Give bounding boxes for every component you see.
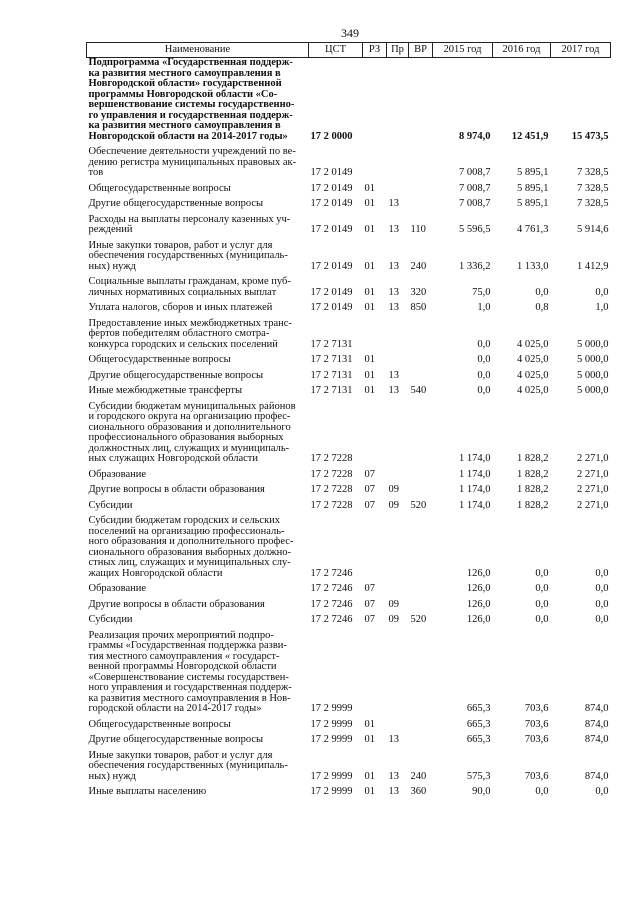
row-vr-code: 320 — [410, 286, 427, 298]
row-value-2017: 874,0 — [584, 734, 609, 745]
row-value-2016: 4 025,0 — [517, 385, 549, 396]
row-vr-code — [409, 516, 433, 584]
page-number: 349 — [341, 26, 359, 40]
table-row — [87, 615, 611, 631]
table-row — [87, 147, 611, 184]
table-row — [87, 303, 611, 319]
row-value-2016: 4 761,3 — [517, 224, 549, 235]
row-value-2017: 0,0 — [595, 786, 609, 797]
row-rz-code: 01 — [364, 718, 375, 730]
row-value-2015: 126,0 — [466, 567, 491, 579]
table-row — [87, 735, 611, 751]
row-name: Другие вопросы в области образования — [88, 598, 265, 610]
row-rz-code: 07 — [364, 614, 375, 625]
row-name: Реализация прочих мероприятий подпро- граммы «Государственная поддержка разви- тия местного самоуправления « государст- венной программы Новгородской области «Совершенствование системы государствен- ного управления и государственная поддерж- ка развития местного самоуправления в Нов- городской области на 2014-2017 годы» — [88, 629, 292, 714]
row-name: Иные закупки товаров, работ и услуг для обеспечения государственных (муниципаль- ных) нужд — [88, 749, 288, 782]
table-row — [87, 501, 611, 517]
row-cst-code: 17 2 0149 — [310, 260, 353, 272]
row-rz-code: 07 — [364, 484, 375, 495]
row-vr-code — [409, 584, 433, 600]
column-header-vr: ВР — [409, 43, 433, 58]
row-vr-code — [409, 371, 433, 387]
row-rz-code — [363, 319, 387, 356]
table-row — [87, 751, 611, 788]
row-vr-code: 110 — [410, 224, 426, 235]
row-value-2016: 1 828,2 — [517, 468, 549, 480]
row-value-2016: 0,0 — [535, 598, 549, 610]
row-name: Уплата налогов, сборов и иных платежей — [88, 302, 273, 313]
row-value-2017: 7 328,5 — [577, 182, 609, 194]
row-vr-code — [409, 402, 433, 470]
row-name: Иные межбюджетные трансферты — [88, 385, 243, 396]
row-pr-code: 13 — [388, 734, 399, 745]
row-cst-code: 17 2 7246 — [310, 598, 353, 610]
row-value-2015: 1,0 — [477, 302, 491, 313]
row-value-2015: 1 174,0 — [459, 499, 491, 511]
row-pr-code — [387, 402, 409, 470]
row-value-2016: 1 828,2 — [517, 499, 549, 511]
row-cst-code: 17 2 7131 — [310, 354, 353, 365]
table-row — [87, 720, 611, 736]
row-value-2016: 0,0 — [535, 614, 549, 625]
row-rz-code — [363, 58, 387, 148]
row-cst-code: 17 2 0149 — [310, 182, 353, 194]
row-rz-code: 01 — [364, 182, 375, 194]
row-value-2015: 126,0 — [466, 614, 491, 625]
table-row — [87, 199, 611, 215]
row-value-2015: 1 174,0 — [459, 468, 491, 480]
row-value-2017: 2 271,0 — [577, 499, 609, 511]
row-value-2017: 2 271,0 — [577, 484, 609, 495]
row-value-2017: 874,0 — [584, 770, 609, 782]
row-cst-code: 17 2 7246 — [310, 567, 353, 579]
row-value-2017: 0,0 — [595, 583, 609, 594]
row-vr-code — [409, 735, 433, 751]
table-row — [87, 371, 611, 387]
row-value-2015: 0,0 — [477, 369, 491, 381]
row-pr-code: 13 — [388, 302, 399, 313]
row-value-2016: 1 828,2 — [517, 484, 549, 495]
row-name: Общегосударственные вопросы — [88, 354, 231, 365]
row-name: Другие общегосударственные вопросы — [88, 198, 264, 209]
row-pr-code: 13 — [388, 260, 399, 272]
row-rz-code: 01 — [364, 734, 375, 745]
table-row — [87, 184, 611, 200]
row-cst-code: 17 2 7131 — [310, 369, 353, 381]
row-value-2017: 15 473,5 — [571, 130, 609, 142]
row-pr-code — [387, 184, 409, 200]
row-value-2015: 7 008,7 — [459, 182, 491, 194]
row-cst-code: 17 2 7228 — [310, 484, 353, 495]
row-value-2017: 2 271,0 — [577, 468, 609, 480]
row-cst-code: 17 2 7228 — [310, 468, 353, 480]
row-name: Социальные выплаты гражданам, кроме пуб- личных нормативных социальных выплат — [88, 276, 291, 298]
row-cst-code: 17 2 0149 — [310, 224, 353, 235]
row-value-2016: 1 828,2 — [517, 453, 549, 464]
row-value-2015: 90,0 — [472, 786, 491, 797]
row-pr-code — [387, 355, 409, 371]
row-value-2015: 665,3 — [466, 734, 491, 745]
row-vr-code — [409, 720, 433, 736]
table-row — [87, 277, 611, 303]
row-name: Другие общегосударственные вопросы — [88, 369, 264, 381]
row-rz-code — [363, 516, 387, 584]
row-name: Предоставление иных межбюджетных транс- фертов победителям областного смотра- конкурса городских и сельских поселений — [88, 317, 292, 350]
row-vr-code — [409, 600, 433, 616]
row-pr-code: 13 — [388, 198, 399, 209]
row-value-2015: 665,3 — [466, 703, 491, 714]
row-vr-code — [409, 355, 433, 371]
row-rz-code: 01 — [364, 260, 375, 272]
row-rz-code — [363, 631, 387, 720]
table-row — [87, 402, 611, 470]
column-header-2017: 2017 год — [551, 43, 611, 58]
row-value-2015: 126,0 — [466, 598, 491, 610]
row-value-2016: 0,0 — [535, 567, 549, 579]
row-name: Иные выплаты населению — [88, 786, 207, 797]
row-pr-code: 09 — [388, 499, 399, 511]
row-value-2017: 874,0 — [584, 718, 609, 730]
row-value-2017: 5 914,6 — [577, 224, 609, 235]
row-vr-code: 520 — [410, 614, 427, 625]
row-value-2015: 75,0 — [472, 286, 491, 298]
row-value-2016: 5 895,1 — [517, 167, 549, 178]
row-cst-code: 17 2 7131 — [310, 385, 353, 396]
row-vr-code — [409, 319, 433, 356]
row-rz-code: 01 — [364, 224, 375, 235]
row-rz-code: 01 — [364, 786, 375, 797]
table-row — [87, 319, 611, 356]
column-header-rz: РЗ — [363, 43, 387, 58]
row-name: Иные закупки товаров, работ и услуг для обеспечения государственных (муниципаль- ных) нужд — [88, 239, 288, 272]
row-value-2016: 0,0 — [535, 286, 549, 298]
row-vr-code: 540 — [410, 385, 427, 396]
row-vr-code — [409, 58, 433, 148]
row-value-2017: 0,0 — [595, 567, 609, 579]
row-cst-code: 17 2 0149 — [310, 198, 353, 209]
row-cst-code: 17 2 7228 — [310, 453, 353, 464]
row-cst-code: 17 2 7131 — [310, 338, 353, 350]
row-vr-code: 520 — [410, 499, 427, 511]
row-pr-code — [387, 147, 409, 184]
row-vr-code — [409, 485, 433, 501]
row-rz-code — [363, 402, 387, 470]
row-rz-code: 07 — [364, 468, 375, 480]
row-value-2015: 126,0 — [466, 583, 491, 594]
row-cst-code: 17 2 9999 — [310, 734, 353, 745]
row-pr-code — [387, 584, 409, 600]
row-name: Общегосударственные вопросы — [88, 182, 231, 194]
row-value-2016: 4 025,0 — [517, 369, 549, 381]
row-vr-code: 850 — [410, 302, 427, 313]
row-value-2016: 12 451,9 — [511, 130, 549, 142]
row-cst-code: 17 2 9999 — [310, 703, 353, 714]
row-pr-code: 13 — [388, 786, 399, 797]
row-name: Подпрограмма «Государственная поддерж- ка развития местного самоуправления в Новгородской области» государственной программы Новгородской области «Со- вершенствование системы государственно- го управления и государственная поддерж- ка развития местного самоуправления в Новгородской области на 2014-2017 годы» — [88, 57, 295, 142]
row-name: Другие общегосударственные вопросы — [88, 734, 264, 745]
row-rz-code: 01 — [364, 369, 375, 381]
row-value-2017: 7 328,5 — [577, 167, 609, 178]
row-pr-code — [387, 319, 409, 356]
row-value-2017: 0,0 — [595, 598, 609, 610]
row-vr-code: 240 — [410, 770, 427, 782]
row-pr-code — [387, 470, 409, 486]
row-cst-code: 17 2 0000 — [310, 130, 353, 142]
row-pr-code: 13 — [388, 224, 399, 235]
table-row — [87, 386, 611, 402]
row-rz-code: 07 — [364, 598, 375, 610]
row-value-2017: 1,0 — [595, 302, 609, 313]
row-value-2016: 703,6 — [524, 703, 549, 714]
row-rz-code: 01 — [364, 198, 375, 209]
row-value-2017: 1 412,9 — [577, 260, 609, 272]
row-cst-code: 17 2 9999 — [310, 718, 353, 730]
row-value-2017: 5 000,0 — [577, 338, 609, 350]
row-value-2016: 0,0 — [535, 583, 549, 594]
row-name: Субсидии бюджетам городских и сельских поселений на организацию профессиональ- ного образования и дополнительного профес- сионального образования выборных должно- стных лиц, служащих и муниципальных слу- жащих Новгородской области — [88, 515, 294, 579]
row-value-2015: 0,0 — [477, 338, 491, 350]
row-value-2017: 2 271,0 — [577, 453, 609, 464]
column-header-name: Наименование — [87, 43, 309, 58]
row-rz-code: 01 — [364, 286, 375, 298]
row-value-2015: 1 336,2 — [459, 260, 491, 272]
row-cst-code: 17 2 7228 — [310, 499, 353, 511]
row-pr-code — [387, 720, 409, 736]
row-pr-code: 13 — [388, 385, 399, 396]
row-pr-code — [387, 58, 409, 148]
row-value-2015: 0,0 — [477, 385, 491, 396]
table-body — [87, 58, 611, 803]
table-row — [87, 485, 611, 501]
row-name: Расходы на выплаты персоналу казенных уч- реждений — [88, 213, 291, 235]
table-header-row — [87, 43, 611, 58]
row-value-2015: 1 174,0 — [459, 453, 491, 464]
row-value-2016: 703,6 — [524, 718, 549, 730]
row-value-2016: 703,6 — [524, 734, 549, 745]
row-value-2016: 4 025,0 — [517, 354, 549, 365]
column-header-2015: 2015 год — [433, 43, 493, 58]
row-rz-code: 01 — [364, 385, 375, 396]
row-name: Другие вопросы в области образования — [88, 484, 265, 495]
row-rz-code: 07 — [364, 499, 375, 511]
row-pr-code: 13 — [388, 369, 399, 381]
table-row — [87, 787, 611, 803]
row-vr-code — [409, 184, 433, 200]
column-header-cst: ЦСТ — [309, 43, 363, 58]
row-cst-code: 17 2 9999 — [310, 770, 353, 782]
table-row — [87, 516, 611, 584]
row-pr-code: 09 — [388, 598, 399, 610]
row-pr-code: 13 — [388, 286, 399, 298]
row-name: Субсидии — [88, 614, 133, 625]
row-name: Обеспечение деятельности учреждений по ве- дению регистра муниципальных правовых ак- тов — [88, 146, 297, 178]
row-vr-code: 240 — [410, 260, 427, 272]
column-header-pr: Пр — [387, 43, 409, 58]
row-cst-code: 17 2 9999 — [310, 786, 353, 797]
row-value-2015: 7 008,7 — [459, 198, 491, 209]
row-value-2015: 665,3 — [466, 718, 491, 730]
row-cst-code: 17 2 7246 — [310, 583, 353, 594]
table-row — [87, 584, 611, 600]
row-pr-code: 13 — [388, 770, 399, 782]
table-row — [87, 631, 611, 720]
row-value-2017: 5 000,0 — [577, 354, 609, 365]
row-value-2015: 0,0 — [477, 354, 491, 365]
budget-table — [86, 42, 611, 803]
row-name: Образование — [88, 583, 147, 594]
row-value-2016: 1 133,0 — [517, 260, 549, 272]
column-header-2016: 2016 год — [493, 43, 551, 58]
row-vr-code — [409, 470, 433, 486]
row-value-2017: 0,0 — [595, 614, 609, 625]
row-rz-code: 01 — [364, 770, 375, 782]
row-name: Общегосударственные вопросы — [88, 718, 231, 730]
row-pr-code: 09 — [388, 614, 399, 625]
row-vr-code: 360 — [410, 786, 427, 797]
row-value-2017: 874,0 — [584, 703, 609, 714]
table-row — [87, 58, 611, 148]
row-value-2016: 5 895,1 — [517, 198, 549, 209]
row-vr-code — [409, 147, 433, 184]
row-value-2017: 0,0 — [595, 286, 609, 298]
row-cst-code: 17 2 0149 — [310, 167, 353, 178]
row-value-2015: 5 596,5 — [459, 224, 491, 235]
row-value-2015: 575,3 — [466, 770, 491, 782]
row-value-2016: 0,0 — [535, 786, 549, 797]
row-rz-code: 01 — [364, 354, 375, 365]
row-rz-code: 01 — [364, 302, 375, 313]
table-row — [87, 355, 611, 371]
row-vr-code — [409, 631, 433, 720]
row-pr-code — [387, 631, 409, 720]
row-pr-code: 09 — [388, 484, 399, 495]
row-name: Образование — [88, 468, 147, 480]
row-value-2015: 1 174,0 — [459, 484, 491, 495]
row-cst-code: 17 2 0149 — [310, 286, 353, 298]
table-row — [87, 470, 611, 486]
table-row — [87, 215, 611, 241]
row-value-2017: 7 328,5 — [577, 198, 609, 209]
row-value-2017: 5 000,0 — [577, 385, 609, 396]
row-value-2015: 8 974,0 — [459, 130, 491, 142]
row-cst-code: 17 2 0149 — [310, 302, 353, 313]
table-row — [87, 600, 611, 616]
row-cst-code: 17 2 7246 — [310, 614, 353, 625]
row-rz-code — [363, 147, 387, 184]
row-value-2016: 5 895,1 — [517, 182, 549, 194]
row-value-2016: 4 025,0 — [517, 338, 549, 350]
row-name: Субсидии — [88, 499, 133, 511]
row-rz-code: 07 — [364, 583, 375, 594]
table-row — [87, 241, 611, 278]
row-vr-code — [409, 199, 433, 215]
row-name: Субсидии бюджетам муниципальных районов и городского округа на организацию профес- сионального образования и дополнительного профессионального образования выборных должностных лиц, служащих и муниципаль- ных служащих Новгородской области — [88, 400, 296, 464]
row-value-2017: 5 000,0 — [577, 369, 609, 381]
row-value-2016: 703,6 — [524, 770, 549, 782]
row-value-2016: 0,8 — [535, 302, 549, 313]
row-pr-code — [387, 516, 409, 584]
row-value-2015: 7 008,7 — [459, 167, 491, 178]
